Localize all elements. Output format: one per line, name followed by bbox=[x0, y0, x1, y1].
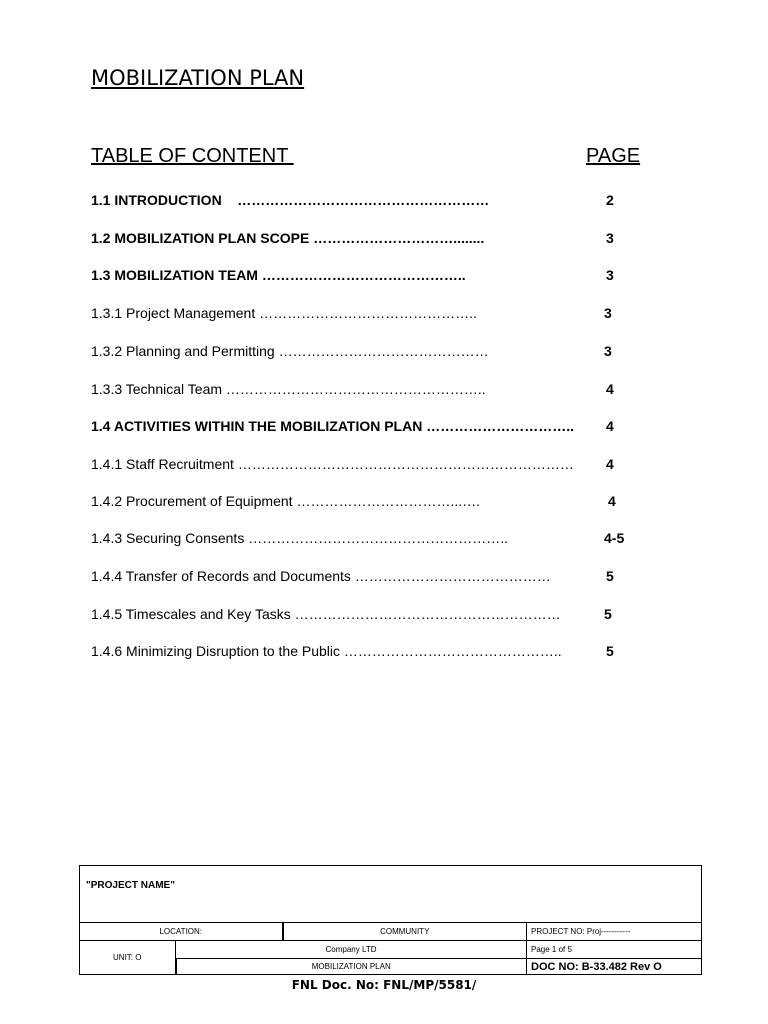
toc-entry-label: 1.4.4 Transfer of Records and Documents …………………………………… bbox=[91, 568, 551, 584]
toc-entry-page: 4 bbox=[606, 456, 614, 472]
toc-entry-page: 5 bbox=[606, 643, 614, 659]
toc-row bbox=[91, 606, 651, 626]
page-of: Page 1 of 5 bbox=[531, 945, 572, 954]
document-title: MOBILIZATION PLAN bbox=[91, 66, 305, 90]
toc-entry-page: 4 bbox=[606, 381, 614, 397]
company-cell bbox=[176, 941, 527, 959]
toc-entry-page: 4 bbox=[606, 418, 614, 434]
toc-entry-label: 1.4.2 Procurement of Equipment ……………………………...…. bbox=[91, 493, 481, 509]
doc-no-cell bbox=[527, 959, 702, 975]
page-of-cell bbox=[527, 941, 702, 959]
page-column-heading: PAGE bbox=[586, 145, 641, 167]
toc-entry-label: 1.4 ACTIVITIES WITHIN THE MOBILIZATION PLAN ………………………….. bbox=[91, 418, 574, 434]
toc-row bbox=[91, 230, 651, 250]
toc-entry-label: 1.1 INTRODUCTION ……………………………………………… bbox=[91, 192, 490, 208]
toc-entry-label: 1.4.6 Minimizing Disruption to the Public ……………………………………….. bbox=[91, 643, 562, 659]
toc-entry-label: 1.4.1 Staff Recruitment ……………………………………………………………… bbox=[91, 456, 574, 472]
toc-entry-label: 1.2 MOBILIZATION PLAN SCOPE …………………………........ bbox=[91, 230, 485, 246]
toc-row bbox=[91, 530, 651, 550]
title-block bbox=[79, 865, 702, 975]
toc-entry-label: 1.3.2 Planning and Permitting ……………………………………… bbox=[91, 343, 489, 359]
toc-entry-page: 2 bbox=[606, 192, 614, 208]
plan-name-cell bbox=[176, 959, 527, 975]
toc-heading: TABLE OF CONTENT bbox=[91, 145, 294, 167]
toc-row bbox=[91, 305, 651, 325]
unit: UNIT: O bbox=[113, 953, 142, 962]
toc-entry-page: 3 bbox=[606, 267, 614, 283]
toc-row bbox=[91, 343, 651, 363]
project-name-cell bbox=[80, 866, 702, 923]
toc-entry-page: 3 bbox=[604, 343, 612, 359]
toc-entry-page: 5 bbox=[606, 568, 614, 584]
toc-row bbox=[91, 267, 651, 287]
toc-entry-label: 1.3.1 Project Management ……………………………………….. bbox=[91, 305, 477, 321]
location-cell bbox=[80, 923, 283, 941]
toc-entry-page: 3 bbox=[606, 230, 614, 246]
toc-entry-label: 1.4.3 Securing Consents ……………………………………………….. bbox=[91, 530, 508, 546]
toc-entry-label: 1.3 MOBILIZATION TEAM …………………………………….. bbox=[91, 267, 466, 283]
project-no-cell bbox=[527, 923, 702, 941]
toc-row bbox=[91, 381, 651, 401]
location-label: LOCATION: bbox=[159, 927, 203, 936]
toc-entry-label: 1.4.5 Timescales and Key Tasks ………………………………………………… bbox=[91, 606, 561, 622]
toc-entry-label: 1.3.3 Technical Team ……………………………………………….. bbox=[91, 381, 486, 397]
plan-name: MOBILIZATION PLAN bbox=[311, 962, 391, 971]
doc-number: DOC NO: B-33.482 Rev O bbox=[531, 960, 662, 973]
toc-row bbox=[91, 643, 651, 663]
toc-row bbox=[91, 192, 651, 212]
project-name: "PROJECT NAME" bbox=[86, 880, 175, 891]
toc-entry-page: 4 bbox=[608, 493, 616, 509]
toc-row bbox=[91, 493, 651, 513]
toc-row bbox=[91, 568, 651, 588]
community-cell bbox=[283, 923, 527, 941]
toc-entry-page: 4-5 bbox=[604, 530, 625, 546]
toc-row bbox=[91, 418, 651, 438]
community: COMMUNITY bbox=[380, 927, 430, 936]
company-name: Company LTD bbox=[325, 945, 377, 954]
fnl-doc-number: FNL Doc. No: FNL/MP/5581/ bbox=[291, 978, 477, 992]
unit-cell bbox=[80, 941, 176, 975]
toc-entry-page: 5 bbox=[604, 606, 612, 622]
toc-entry-page: 3 bbox=[604, 305, 612, 321]
toc-row bbox=[91, 456, 651, 476]
project-no: PROJECT NO: Proj----------- bbox=[531, 927, 631, 936]
